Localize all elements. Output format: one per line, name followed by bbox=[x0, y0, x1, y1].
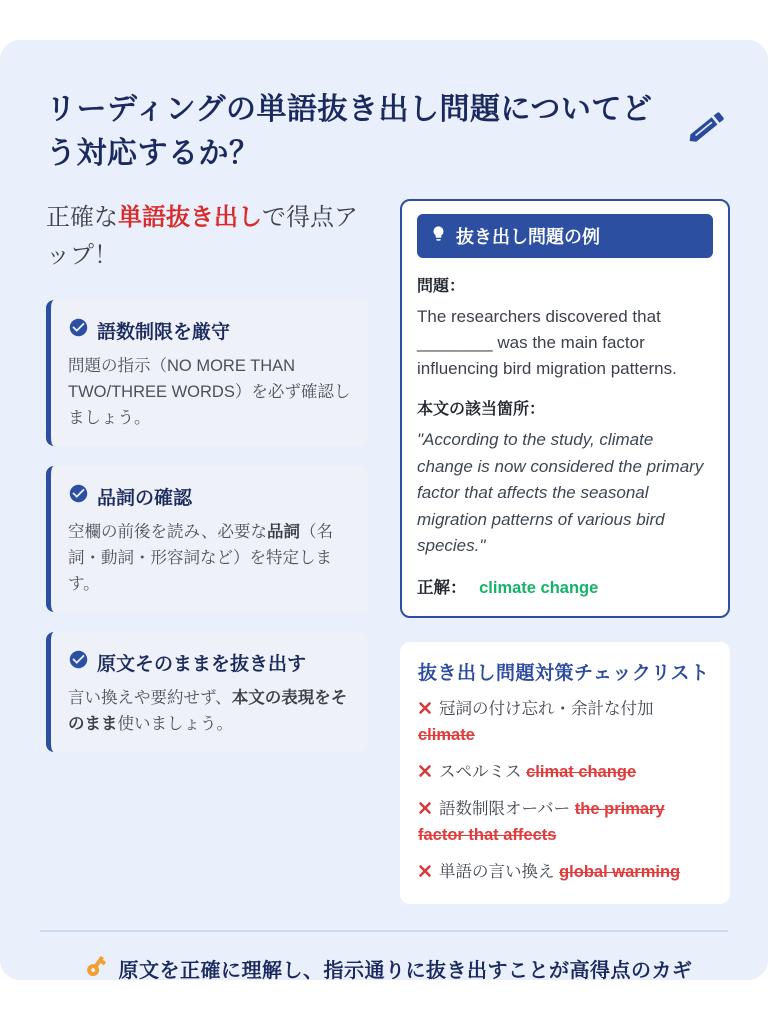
title-row bbox=[46, 88, 730, 175]
lead-text bbox=[46, 199, 368, 276]
tip-body: 問題の指示（NO MORE THAN TWO/THREE WORDS）を必ず確認しましょう。 bbox=[68, 356, 351, 427]
footer-text: 原文を正確に理解し、指示通りに抜き出すことが高得点のカギ bbox=[118, 959, 693, 982]
checklist-item bbox=[418, 697, 712, 748]
example-header bbox=[417, 214, 713, 258]
key-icon bbox=[84, 954, 108, 983]
wrong-answer: the primary factor that affects bbox=[418, 800, 665, 845]
answer-value: climate change bbox=[479, 579, 599, 598]
footer-row bbox=[46, 954, 730, 983]
example-header-label: 抜き出し問題の例 bbox=[456, 227, 600, 247]
tip-body bbox=[68, 685, 354, 737]
checklist-box bbox=[400, 642, 730, 904]
tip-title-row bbox=[68, 483, 354, 510]
check-circle-icon bbox=[68, 483, 89, 510]
question-label: 問題： bbox=[417, 278, 466, 295]
wrong-answer: climate bbox=[418, 725, 475, 744]
checklist-item bbox=[418, 860, 712, 886]
tip-body-bold: 品詞 bbox=[267, 522, 300, 541]
answer-label: 正解： bbox=[417, 579, 467, 598]
x-mark-icon bbox=[418, 798, 432, 823]
two-column-layout bbox=[46, 199, 730, 904]
check-circle-icon bbox=[68, 317, 89, 344]
question-text: The researchers discovered that ________ was the main factor influencing bird migration patterns. bbox=[417, 307, 677, 378]
tip-body-post: （名詞・動詞・形容詞など）を特定します。 bbox=[68, 522, 333, 594]
page-title: リーディングの単語抜き出し問題についてどう対応するか？ bbox=[46, 93, 653, 170]
source-label: 本文の該当箇所： bbox=[417, 401, 546, 419]
x-mark-icon bbox=[418, 761, 432, 786]
source-quote: "According to the study, climate change is now considered the primary factor that affects the seasonal migration patterns of various bird species." bbox=[417, 430, 704, 555]
right-column bbox=[400, 199, 730, 904]
checklist-item-label: スペルミス bbox=[439, 762, 522, 781]
tip-title-row bbox=[68, 317, 354, 344]
content-card bbox=[0, 40, 768, 980]
tip-box-part-of-speech bbox=[46, 466, 368, 612]
footer-divider bbox=[40, 930, 728, 932]
left-column bbox=[46, 199, 368, 904]
x-mark-icon bbox=[418, 861, 432, 886]
answer-row bbox=[417, 574, 713, 598]
tip-body-bold: 本文の表現をそのまま bbox=[68, 689, 348, 734]
tip-body-post: 使いましょう。 bbox=[117, 715, 233, 734]
checklist-item-label: 語数制限オーバー bbox=[439, 800, 571, 819]
tip-body-pre: 空欄の前後を読み、必要な bbox=[68, 522, 267, 541]
check-circle-icon bbox=[68, 649, 89, 676]
tip-body bbox=[68, 519, 354, 597]
tip-title: 語数制限を厳守 bbox=[97, 321, 231, 343]
checklist-item bbox=[418, 760, 712, 786]
checklist-item bbox=[418, 797, 712, 848]
tip-title-row bbox=[68, 649, 354, 676]
lead-highlight: 単語抜き出し bbox=[118, 204, 262, 231]
checklist-item-label: 冠詞の付け忘れ・余計な付加 bbox=[439, 700, 654, 719]
lightbulb-icon bbox=[430, 225, 447, 247]
tip-box-word-limit bbox=[46, 300, 368, 446]
pencil-icon bbox=[686, 106, 728, 153]
tip-body-pre: 言い換えや要約せず、 bbox=[68, 689, 232, 708]
tip-title: 品詞の確認 bbox=[97, 487, 193, 509]
checklist-title: 抜き出し問題対策チェックリスト bbox=[418, 663, 710, 685]
tip-title: 原文そのままを抜き出す bbox=[97, 654, 307, 676]
wrong-answer: climat change bbox=[526, 762, 637, 781]
x-mark-icon bbox=[418, 698, 432, 723]
example-box bbox=[400, 199, 730, 618]
wrong-answer: global warming bbox=[559, 862, 681, 881]
lead-pre: 正確な bbox=[46, 204, 118, 231]
checklist-item-label: 単語の言い換え bbox=[439, 862, 555, 881]
tip-box-exact-extraction bbox=[46, 632, 368, 752]
lead-post: で得点アップ！ bbox=[46, 204, 358, 270]
